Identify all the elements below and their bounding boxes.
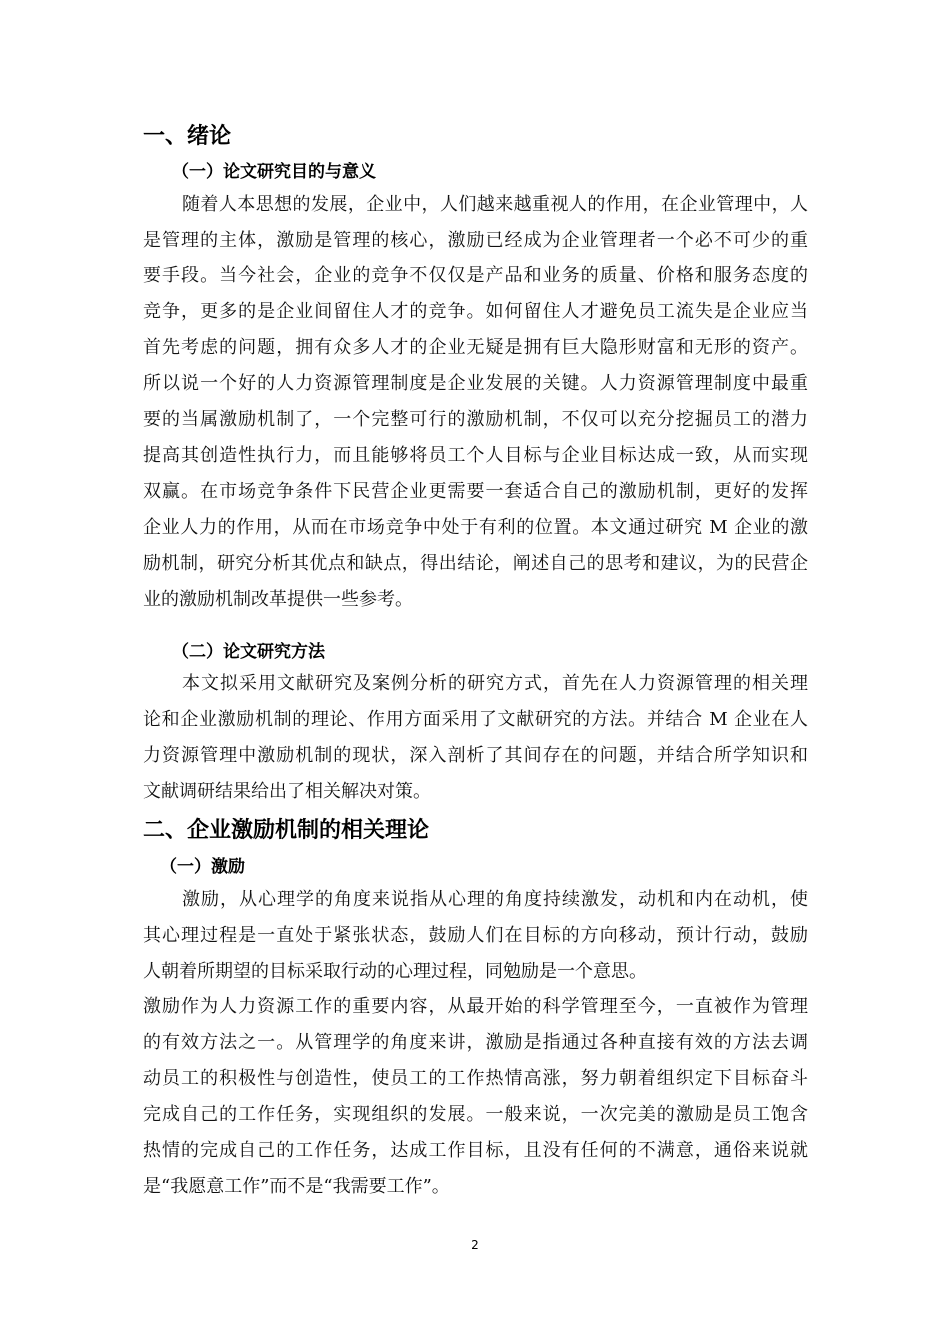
- paragraph-line: 业的激励机制改革提供一些参考。: [143, 589, 413, 610]
- paragraph-line: 要手段。当今社会，企业的竞争不仅仅是产品和业务的质量、价格和服务态度的: [143, 265, 808, 286]
- paragraph-line: 是管理的主体，激励是管理的核心，激励已经成为企业管理者一个必不可少的重: [143, 230, 808, 251]
- paragraph-line: 论和企业激励机制的理论、作用方面采用了文献研究的方法。并结合 M 企业在人: [143, 709, 808, 730]
- paragraph-line: 文献调研结果给出了相关解决对策。: [143, 781, 431, 802]
- section-1-heading: 一、绪论: [143, 124, 232, 149]
- section-2-1-heading: （一）激励: [160, 857, 245, 877]
- paragraph-line: 提高其创造性执行力，而且能够将员工个人目标与企业目标达成一致，从而实现: [143, 445, 808, 466]
- paragraph-line: 激励作为人力资源工作的重要内容，从最开始的科学管理至今，一直被作为管理: [143, 996, 808, 1017]
- paragraph-line: 要的当属激励机制了，一个完整可行的激励机制，不仅可以充分挖掘员工的潜力: [143, 409, 808, 430]
- paragraph-line: 首先考虑的问题，拥有众多人才的企业无疑是拥有巨大隐形财富和无形的资产。: [143, 337, 808, 358]
- paragraph-line: 其心理过程是一直处于紧张状态，鼓励人们在目标的方向移动，预计行动，鼓励: [143, 925, 808, 946]
- paragraph-line: 是“我愿意工作”而不是“我需要工作”。: [143, 1176, 450, 1197]
- paragraph-line: 竞争，更多的是企业间留住人才的竞争。如何留住人才避免员工流失是企业应当: [143, 301, 808, 322]
- page-number: 2: [471, 1238, 479, 1252]
- paragraph-line: 的有效方法之一。从管理学的角度来讲，激励是指通过各种直接有效的方法去调: [143, 1032, 808, 1053]
- paragraph-line: 随着人本思想的发展，企业中，人们越来越重视人的作用，在企业管理中，人: [182, 194, 808, 215]
- paragraph-line: 双赢。在市场竞争条件下民营企业更需要一套适合自己的激励机制，更好的发挥: [143, 481, 808, 502]
- paragraph-line: 企业人力的作用，从而在市场竞争中处于有利的位置。本文通过研究 M 企业的激: [143, 517, 808, 538]
- section-2-heading: 二、企业激励机制的相关理论: [143, 818, 430, 843]
- paragraph-line: 励机制，研究分析其优点和缺点，得出结论，阐述自己的思考和建议，为的民营企: [143, 553, 808, 574]
- section-1-1-heading: （一）论文研究目的与意义: [172, 162, 376, 182]
- paragraph-line: 所以说一个好的人力资源管理制度是企业发展的关键。人力资源管理制度中最重: [143, 373, 808, 394]
- paragraph-line: 人朝着所期望的目标采取行动的心理过程，同勉励是一个意思。: [143, 961, 647, 982]
- paragraph-line: 热情的完成自己的工作任务，达成工作目标，且没有任何的不满意，通俗来说就: [143, 1140, 808, 1161]
- section-1-2-heading: （二）论文研究方法: [172, 642, 325, 662]
- paragraph-line: 激励，从心理学的角度来说指从心理的角度持续激发，动机和内在动机，使: [182, 889, 808, 910]
- paragraph-line: 动员工的积极性与创造性，使员工的工作热情高涨，努力朝着组织定下目标奋斗: [143, 1068, 808, 1089]
- paragraph-line: 力资源管理中激励机制的现状，深入剖析了其间存在的问题，并结合所学知识和: [143, 745, 808, 766]
- paragraph-line: 本文拟采用文献研究及案例分析的研究方式，首先在人力资源管理的相关理: [182, 673, 808, 694]
- paragraph-line: 完成自己的工作任务，实现组织的发展。一般来说，一次完美的激励是员工饱含: [143, 1104, 808, 1125]
